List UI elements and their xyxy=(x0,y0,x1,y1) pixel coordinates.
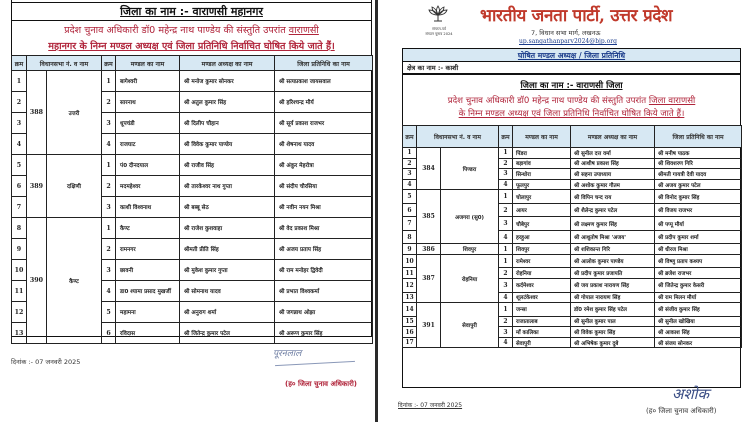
district-representative: श्री धीरज मिश्रा xyxy=(655,244,742,255)
table-row xyxy=(12,155,373,176)
mandal-president: श्री सुनील दत्त वर्मा xyxy=(571,148,655,159)
mandal-number: 1 xyxy=(499,148,513,159)
mandal-name: बड़ागांव xyxy=(513,158,571,169)
district-representative: श्री विनोद कुमार सिंह xyxy=(655,190,742,204)
col-mandal: मण्डल का नाम xyxy=(513,126,571,148)
party-email-link[interactable]: up.sangathanparv2024@bjp.org xyxy=(519,38,617,45)
mandal-number: 3 xyxy=(499,279,513,293)
serial-number: 8 xyxy=(12,218,27,239)
right-notice-line2: के निम्न मण्डल अध्यक्ष एवं जिला प्रतिनिधि निर्वाचित घोषित किये जाते हैं। xyxy=(458,109,685,119)
serial-number: 3 xyxy=(12,113,27,134)
mandal-number: 1 xyxy=(102,155,116,176)
mandal-number: 3 xyxy=(102,260,116,281)
district-representative: श्री ब्रजेश राजभर xyxy=(655,268,742,279)
district-representative: श्री पप्पू मौर्या xyxy=(655,217,742,231)
mandal-president: श्री अनुराग शर्मा xyxy=(180,302,275,323)
right-date: दिनांक :- 07 जनवरी 2025 xyxy=(398,402,463,409)
table-row xyxy=(403,303,742,317)
serial-number: 1 xyxy=(12,71,27,92)
mandal-number: 2 xyxy=(102,239,116,260)
mandal-name: राजातालाब xyxy=(513,316,571,327)
assembly-name: शिवपुर xyxy=(441,244,499,255)
mandal-president: श्री दिलीप चौहान xyxy=(180,113,275,134)
logo-caption-line2: संगठन चुनाव 2024 xyxy=(425,32,453,36)
district-representative: श्री जगन्नाथ ओझा xyxy=(275,302,373,323)
mandal-president: श्री अतुल कुमार सिंह xyxy=(180,92,275,113)
mandal-president: श्री प्रदीप कुमार प्रजापति xyxy=(571,268,655,279)
declaration-heading: घोषित मण्डल अध्यक्ष / जिला प्रतिनिधि xyxy=(403,49,740,62)
table-row xyxy=(403,254,742,268)
mandal-president: श्री लक्ष्मण कुमार सिंह xyxy=(571,217,655,231)
serial-number: 5 xyxy=(12,155,27,176)
mandal-name: सेवापुरी xyxy=(513,337,571,348)
mandal-name: सिन्धोरा xyxy=(513,169,571,180)
district-representative: श्री संदीप चौरसिया xyxy=(275,176,373,197)
district-representative: श्री अंकुर मेहरोत्रा xyxy=(275,155,373,176)
col-mandal: मण्डल का नाम xyxy=(116,56,180,71)
right-notice-line1-underlined: जिला वाराणसी xyxy=(648,96,696,106)
assembly-number: 384 xyxy=(417,148,441,190)
party-address: 7, विधान सभा मार्ग, लखनऊ xyxy=(531,29,601,37)
mandal-president: श्री आशुतोष मिश्रा 'अजय' xyxy=(571,230,655,244)
assembly-number: 390 xyxy=(27,218,47,344)
district-representative: श्री राम मनोहर द्विवेदी xyxy=(275,260,373,281)
left-notice-line1: प्रदेश चुनाव अधिकारी डॉ0 महेन्द्र नाथ पाण्डेय की संस्तुति उपरांत xyxy=(64,25,289,36)
left-notice xyxy=(11,21,372,54)
region-name: क्षेत्र का नाम :- काशी xyxy=(403,62,740,74)
right-signature: अशोक xyxy=(672,385,710,403)
mandal-name: चोलापुर xyxy=(513,190,571,204)
mandal-name: फूलपुर xyxy=(513,179,571,190)
mandal-president: श्री जय प्रकाश नारायण सिंह xyxy=(571,279,655,293)
mandal-number: 2 xyxy=(499,203,513,217)
right-notice-line1: प्रदेश चुनाव अधिकारी डॉ0 महेन्द्र नाथ पाण्डेय की संस्तुति उपरांत xyxy=(447,96,649,106)
col-representative: जिला प्रतिनिधि का नाम xyxy=(275,56,373,71)
right-district-title: जिला का नाम :- वाराणसी जिला xyxy=(520,81,623,91)
left-district-title: जिला का नाम :- वाराणसी महानगर xyxy=(11,3,372,21)
serial-number: 6 xyxy=(12,176,27,197)
assembly-number: 387 xyxy=(417,254,441,302)
party-title: भारतीय जनता पार्टी, उत्तर प्रदेश xyxy=(480,6,673,26)
serial-number: 16 xyxy=(403,327,417,338)
mandal-number: 2 xyxy=(102,92,116,113)
mandal-president: श्री विपिन चन्द राय xyxy=(571,190,655,204)
serial-number: 3 xyxy=(403,169,417,180)
serial-number: 8 xyxy=(403,230,417,244)
serial-number: 14 xyxy=(403,303,417,317)
mandal-number: 2 xyxy=(499,316,513,327)
mandal-president: श्री राजीव सिंह xyxy=(180,155,275,176)
serial-number: 11 xyxy=(12,281,27,302)
serial-number: 7 xyxy=(12,197,27,218)
mandal-president: श्री राजेश कुशवाहा xyxy=(180,218,275,239)
district-representative: श्री शिवशरण गिरि xyxy=(655,158,742,169)
mandal-president: श्री बब्बू सेठ xyxy=(180,197,275,218)
mandal-president: श्री सुनील कुमार पाल xyxy=(571,316,655,327)
mandal-name: पिंडरा xyxy=(513,148,571,159)
serial-number: 12 xyxy=(12,302,27,323)
assembly-name: उत्तरी xyxy=(47,71,102,155)
district-representative: श्री संजय सोनकर xyxy=(655,337,742,348)
district-representative: श्री आकाश सिंह xyxy=(655,327,742,338)
mandal-number: 1 xyxy=(499,244,513,255)
mandal-president: श्री आशीष प्रकाश सिंह xyxy=(571,158,655,169)
mandal-number: 1 xyxy=(102,71,116,92)
assembly-name: अजगरा (सु0) xyxy=(441,190,499,244)
mandal-number: 1 xyxy=(499,303,513,317)
col-mandal-no: क्रम xyxy=(102,56,116,71)
mandal-name: जन्सा xyxy=(513,303,571,317)
serial-number: 4 xyxy=(403,179,417,190)
left-results-table xyxy=(11,55,373,344)
mandal-name: रोहनिया xyxy=(513,268,571,279)
mandal-president: श्री शशिकान्त गिरि xyxy=(571,244,655,255)
mandal-name: कैण्ट xyxy=(116,218,180,239)
col-assembly: विधानसभा नं. व नाम xyxy=(417,126,499,148)
serial-number: 13 xyxy=(403,292,417,303)
right-results-table xyxy=(402,125,742,348)
table-row xyxy=(403,148,742,159)
lotus-icon xyxy=(428,4,448,24)
mandal-president: श्री शैलेन्द्र कुमार पटेल xyxy=(571,203,655,217)
col-representative: जिला प्रतिनिधि का नाम xyxy=(655,126,742,148)
mandal-number: 2 xyxy=(499,158,513,169)
mandal-number: 3 xyxy=(499,327,513,338)
mandal-president: श्री अभिषेक कुमार दुबे xyxy=(571,337,655,348)
left-officer-label: (ह० जिला चुनाव अधिकारी) xyxy=(285,380,357,388)
serial-number: 9 xyxy=(403,244,417,255)
assembly-number: 386 xyxy=(417,244,441,255)
col-mandal-no: क्रम xyxy=(499,126,513,148)
mandal-name: आयर xyxy=(513,203,571,217)
mandal-name: कर्दमेश्वर xyxy=(513,279,571,293)
mandal-president: श्री जितेन्द्र कुमार पटेल xyxy=(180,323,275,344)
mandal-number: 4 xyxy=(499,179,513,190)
district-representative: श्री अजय कुमार पटेल xyxy=(655,179,742,190)
serial-number: 6 xyxy=(403,203,417,217)
serial-number: 11 xyxy=(403,268,417,279)
mandal-president: श्री विवेक कुमार सिंह xyxy=(571,327,655,338)
district-representative: श्री शेषनाथ यादव xyxy=(275,134,373,155)
district-representative: श्री हरिश्चन्द्र मौर्य xyxy=(275,92,373,113)
serial-number: 5 xyxy=(403,190,417,204)
mandal-name: डा0 श्यामा प्रसाद मुखर्जी xyxy=(116,281,180,302)
assembly-name: सेवापुरी xyxy=(441,303,499,348)
serial-number: 15 xyxy=(403,316,417,327)
serial-number: 4 xyxy=(12,134,27,155)
table-row xyxy=(403,244,742,255)
mandal-name: मदमहेश्वर xyxy=(116,176,180,197)
serial-number: 12 xyxy=(403,279,417,293)
left-table-header xyxy=(12,56,373,71)
mandal-president: श्री अशोक कुमार गौतम xyxy=(571,179,655,190)
mandal-name: शूलटंकेश्वर xyxy=(513,292,571,303)
mandal-president: श्री विवेक कुमार पाण्डेय xyxy=(180,134,275,155)
left-date: दिनांक :- 07 जनवरी 2025 xyxy=(11,358,81,366)
mandal-president: श्री मनोज कुमार सोनकर xyxy=(180,71,275,92)
col-president: मण्डल अध्यक्ष का नाम xyxy=(571,126,655,148)
assembly-number: 385 xyxy=(417,190,441,244)
logo-caption xyxy=(418,27,460,37)
mandal-president: श्री सहना उपाध्याय xyxy=(571,169,655,180)
mandal-president: श्री आलोक कुमार पाण्डेय xyxy=(571,254,655,268)
mandal-name: महामना xyxy=(116,302,180,323)
mandal-name: सारनाथ xyxy=(116,92,180,113)
mandal-name: रामेश्वर xyxy=(513,254,571,268)
district-representative: श्री वेद प्रकाश मिश्रा xyxy=(275,218,373,239)
mandal-number: 3 xyxy=(499,217,513,231)
declaration-header-box xyxy=(402,48,741,75)
serial-number: 1 xyxy=(403,148,417,159)
mandal-president: श्री मुकेश कुमार गुप्ता xyxy=(180,260,275,281)
district-representative: श्री राम मिलन मौर्या xyxy=(655,292,742,303)
right-table-header xyxy=(403,126,742,148)
district-representative: श्री अरूण कुमार सिंह xyxy=(275,323,373,344)
district-representative: श्री विष्णु प्रताप कश्यप xyxy=(655,254,742,268)
mandal-number: 5 xyxy=(102,302,116,323)
mandal-number: 3 xyxy=(102,113,116,134)
mandal-number: 6 xyxy=(102,323,116,344)
assembly-number: 389 xyxy=(27,155,47,218)
left-notice-line1-underlined: वाराणसी xyxy=(288,25,319,36)
district-representative: श्री सत्यप्रकाश जायसवाल xyxy=(275,71,373,92)
mandal-name: बागेश्वरी xyxy=(116,71,180,92)
assembly-number: 391 xyxy=(417,303,441,348)
assembly-name: रोहनिया xyxy=(441,254,499,302)
mandal-name: धूपचंडी xyxy=(116,113,180,134)
col-president: मण्डल अध्यक्ष का नाम xyxy=(180,56,275,71)
mandal-name: राजघाट xyxy=(116,134,180,155)
serial-number: 13 xyxy=(12,323,27,344)
assembly-number: 388 xyxy=(27,71,47,155)
serial-number: 2 xyxy=(12,92,27,113)
mandal-name: काशी विश्वनाथ xyxy=(116,197,180,218)
logo-caption-line1: संगठन-पर्व xyxy=(432,27,446,31)
mandal-president: डॉ0 रमेश कुमार सिंह पटेल xyxy=(571,303,655,317)
district-representative: श्री प्रदीप कुमार शर्मा xyxy=(655,230,742,244)
assembly-name: कैण्ट xyxy=(47,218,102,344)
right-notice xyxy=(402,95,741,121)
mandal-president: श्री सोमनाथ यादव xyxy=(180,281,275,302)
mandal-number: 4 xyxy=(499,230,513,244)
district-representative: श्रीमती गायत्री देवी यादव xyxy=(655,169,742,180)
district-representative: श्री नवीन नयन मिश्रा xyxy=(275,197,373,218)
mandal-number: 4 xyxy=(499,337,513,348)
serial-number: 10 xyxy=(12,260,27,281)
serial-number: 17 xyxy=(403,337,417,348)
mandal-number: 1 xyxy=(102,218,116,239)
district-representative: श्री मनीष पाठक xyxy=(655,148,742,159)
district-representative: श्री अजय प्रताप सिंह xyxy=(275,239,373,260)
district-representative: श्री प्रभात विश्वकर्मा xyxy=(275,281,373,302)
district-representative: श्री जितेन्द्र कुमार केसरी xyxy=(655,279,742,293)
mandal-number: 2 xyxy=(102,176,116,197)
mandal-number: 3 xyxy=(102,197,116,218)
mandal-number: 2 xyxy=(499,268,513,279)
mandal-name: पं0 दीनदयाल xyxy=(116,155,180,176)
left-notice-line2: महानगर के निम्न मण्डल अध्यक्ष एवं जिला प्रतिनिधि निर्वाचित घोषित किये जाते हैं। xyxy=(48,41,335,52)
mandal-name: चौबेपुर xyxy=(513,217,571,231)
right-officer-label: (ह० जिला चुनाव अधिकारी) xyxy=(646,407,717,415)
mandal-president: श्री गोपाल नारायण सिंह xyxy=(571,292,655,303)
mandal-name: शिवपुर xyxy=(513,244,571,255)
serial-number: 2 xyxy=(403,158,417,169)
mandal-number: 4 xyxy=(102,281,116,302)
serial-number: 9 xyxy=(12,239,27,260)
table-row xyxy=(12,71,373,92)
serial-number: 10 xyxy=(403,254,417,268)
table-row xyxy=(403,190,742,204)
district-representative: श्री सूर्य प्रकाश राजभर xyxy=(275,113,373,134)
district-representative: श्री सुनील खोखिया xyxy=(655,316,742,327)
col-assembly: विधानसभा नं. व नाम xyxy=(27,56,102,71)
col-sno: क्रम xyxy=(12,56,27,71)
mandal-number: 1 xyxy=(499,254,513,268)
mandal-president: श्रीमती प्रीति सिंह xyxy=(180,239,275,260)
table-row xyxy=(12,218,373,239)
mandal-name: रविदास xyxy=(116,323,180,344)
left-signature: पूरनलाल xyxy=(273,349,302,359)
mandal-name: हरहुआ xyxy=(513,230,571,244)
mandal-number: 4 xyxy=(499,292,513,303)
assembly-name: पिण्डरा xyxy=(441,148,499,190)
assembly-name: दक्षिणी xyxy=(47,155,102,218)
mandal-number: 3 xyxy=(499,169,513,180)
mandal-name: छावनी xyxy=(116,260,180,281)
mandal-number: 1 xyxy=(499,190,513,204)
mandal-number: 4 xyxy=(102,134,116,155)
district-representative: श्री संजीव कुमार सिंह xyxy=(655,303,742,317)
col-sno: क्रम xyxy=(403,126,417,148)
serial-number: 7 xyxy=(403,217,417,231)
mandal-name: माँ कालिका xyxy=(513,327,571,338)
district-representative: श्री विजय राजभर xyxy=(655,203,742,217)
mandal-president: श्री तारकेश्वर नाथ गुप्ता xyxy=(180,176,275,197)
mandal-name: रामनगर xyxy=(116,239,180,260)
